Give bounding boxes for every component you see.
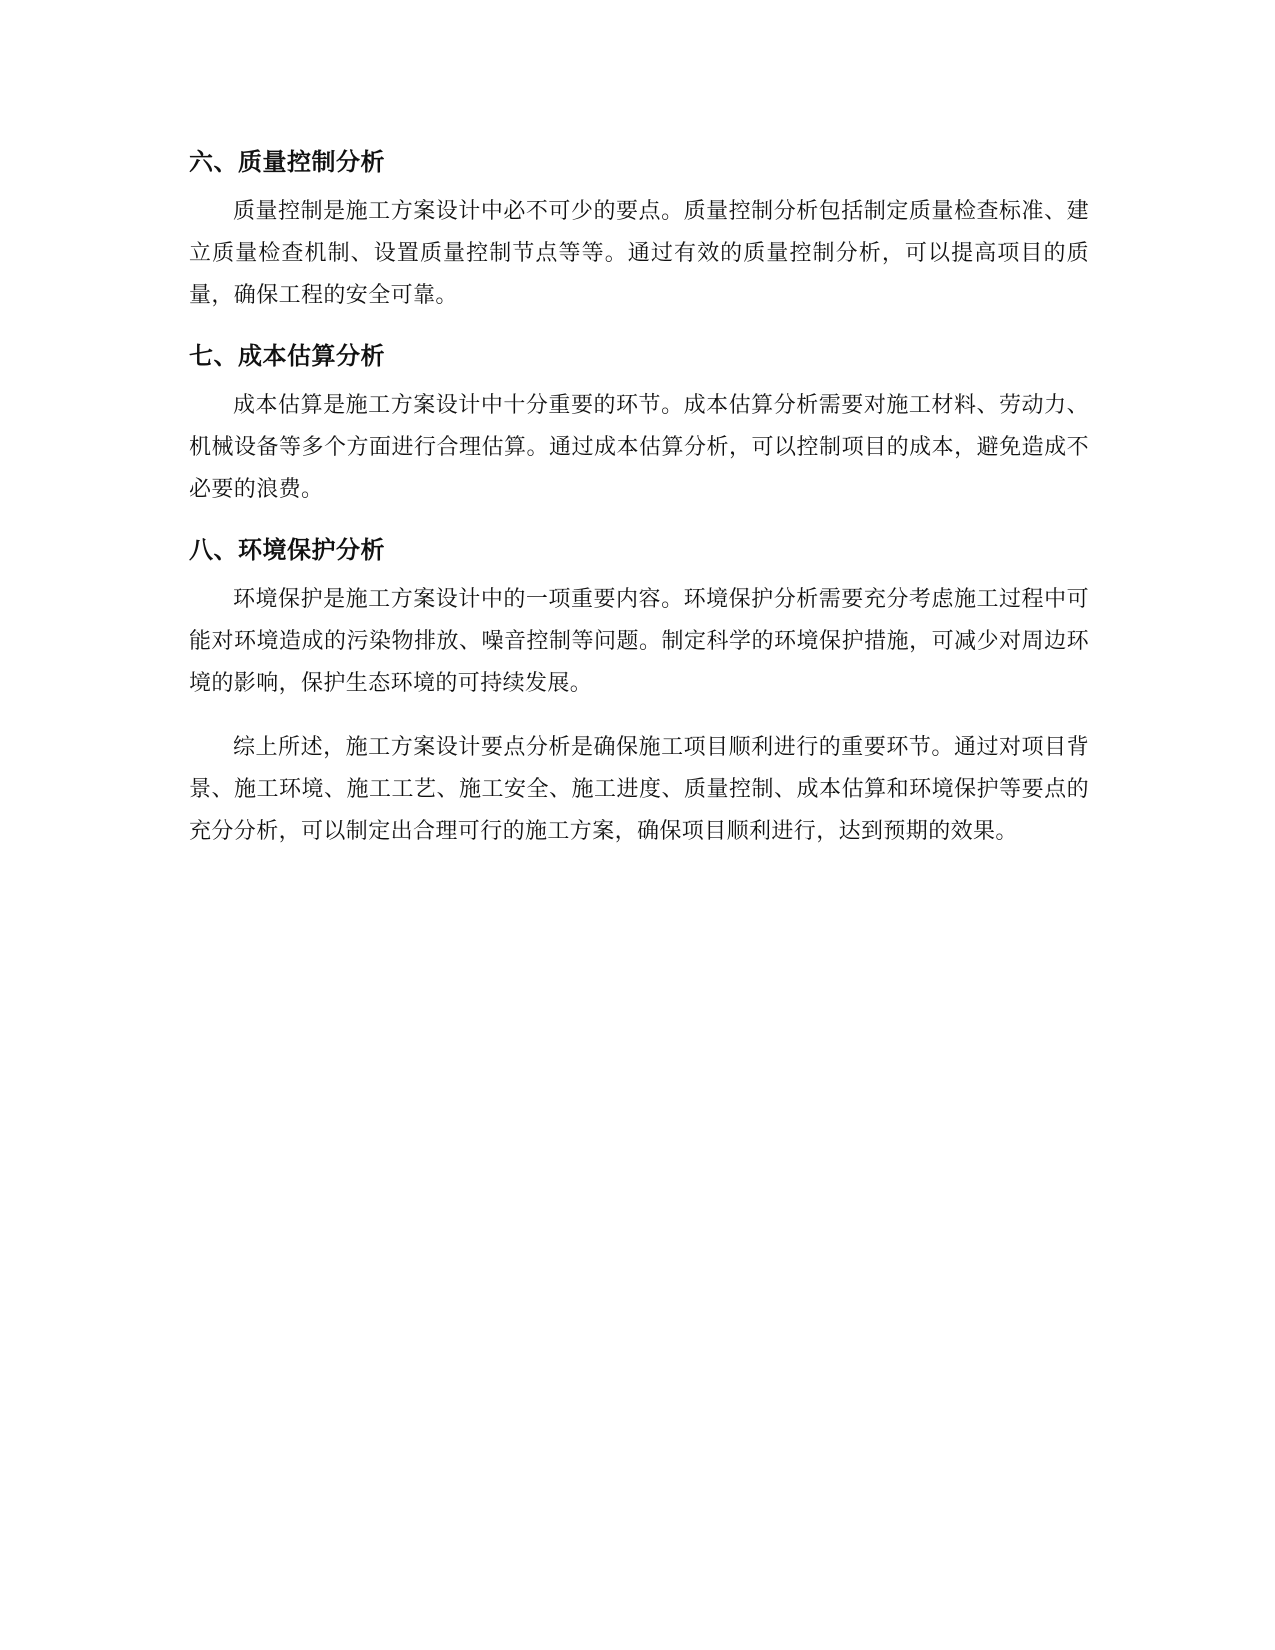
conclusion-paragraph: 综上所述，施工方案设计要点分析是确保施工项目顺利进行的重要环节。通过对项目背景、施工环境、施工工艺、施工安全、施工进度、质量控制、成本估算和环境保护等要点的充分分析，可以制定出合理可行的施工方案，确保项目顺利进行，达到预期的效果。 [189,735,1089,844]
section-environmental-protection [189,533,1089,705]
document-body [189,145,1089,875]
section-paragraph: 环境保护是施工方案设计中的一项重要内容。环境保护分析需要充分考虑施工过程中可能对环境造成的污染物排放、噪音控制等问题。制定科学的环境保护措施，可减少对周边环境的影响，保护生态环境的可持续发展。 [189,587,1089,696]
section-heading: 六、质量控制分析 [189,148,385,176]
section-paragraph: 成本估算是施工方案设计中十分重要的环节。成本估算分析需要对施工材料、劳动力、机械设备等多个方面进行合理估算。通过成本估算分析，可以控制项目的成本，避免造成不必要的浪费。 [189,393,1089,502]
section-heading: 七、成本估算分析 [189,342,385,370]
section-cost-estimation [189,339,1089,511]
section-heading: 八、环境保护分析 [189,536,385,564]
section-quality-control [189,145,1089,317]
section-paragraph: 质量控制是施工方案设计中必不可少的要点。质量控制分析包括制定质量检查标准、建立质量检查机制、设置质量控制节点等等。通过有效的质量控制分析，可以提高项目的质量，确保工程的安全可靠。 [189,199,1089,308]
